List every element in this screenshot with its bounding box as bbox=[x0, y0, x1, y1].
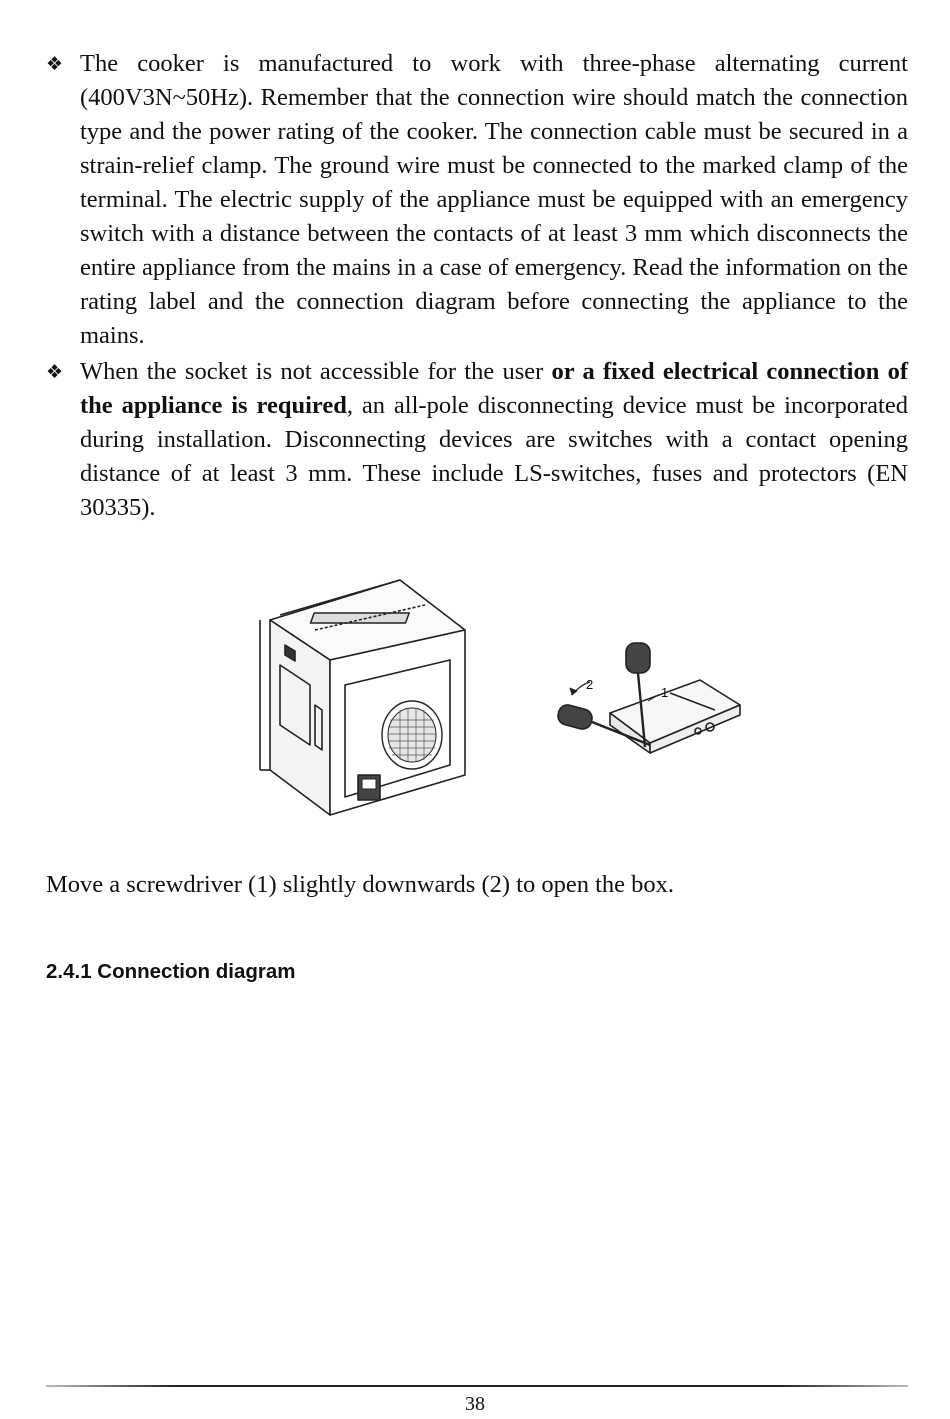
page-number: 38 bbox=[465, 1393, 485, 1415]
bullet-text bbox=[80, 355, 908, 525]
bullet-text-part: When the socket is not accessible for the user bbox=[80, 358, 552, 385]
section-heading: 2.4.1 Connection diagram bbox=[46, 960, 296, 983]
figure-label-1: 1 bbox=[661, 685, 669, 700]
installation-figure bbox=[250, 575, 750, 820]
bullet-text-bold: or a fixed electrical connection of the appliance is required bbox=[80, 358, 908, 419]
bullet-text-part: , an all-pole disconnecting device must be incorporated during installation. Disconnecting devices are switches with a contact opening distance of at least 3 mm. These include LS-switches, fuses and protectors (EN 30335). bbox=[80, 392, 908, 521]
figure-caption: Move a screwdriver (1) slightly downwards (2) to open the box. bbox=[46, 871, 675, 898]
footer-divider bbox=[46, 1385, 908, 1387]
figure-label-2: 2 bbox=[586, 677, 594, 692]
bullet-item-power-supply bbox=[46, 47, 908, 353]
bullet-item-disconnecting-device bbox=[46, 355, 908, 525]
bullet-diamond-icon: ❖ bbox=[46, 53, 64, 75]
bullet-text: The cooker is manufactured to work with three-phase alternating current (400V3N~50Hz). Remember that the connection wire should match the connection type and the power rating of the cooker. The connection cable must be secured in a strain-relief clamp. The ground wire must be connected to the marked clamp of the terminal. The electric supply of the appliance must be equipped with an emergency switch with a distance between the contacts of at least 3 mm which disconnects the entire appliance from the mains in a case of emergency. Read the information on the rating label and the connection diagram before connecting the appliance to the mains. bbox=[80, 50, 908, 349]
bullet-diamond-icon: ❖ bbox=[46, 361, 64, 383]
oven-rear-view-illustration bbox=[250, 575, 475, 820]
screwdriver-terminal-box-illustration bbox=[550, 635, 750, 775]
